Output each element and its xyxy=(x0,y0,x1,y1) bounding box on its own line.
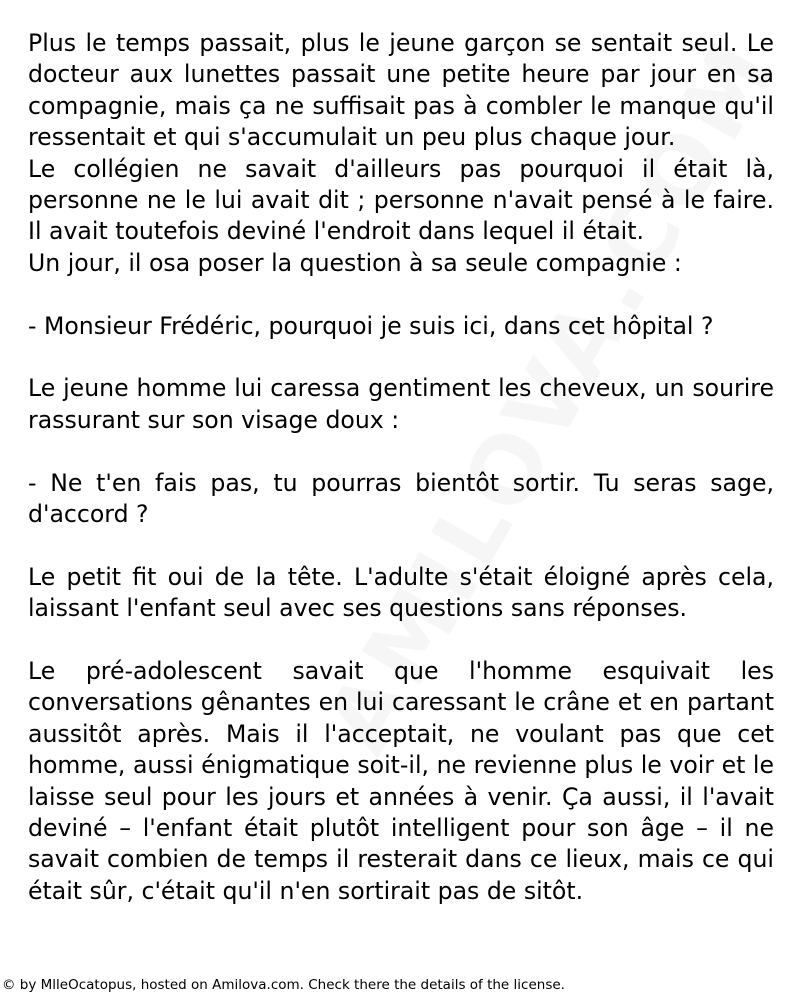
paragraph-5: Le petit fit oui de la tête. L'adulte s'était éloigné après cela, laissant l'enfant seul avec ses questions sans réponses. xyxy=(28,562,774,623)
paragraph-6: Le pré-adolescent savait que l'homme esquivait les conversations gênantes en lui caressant le crâne et en partant aussitôt après. Mais il l'acceptait, ne voulant pas que cet homme, aussi énigmatique soit-il, ne revienne plus le voir et le laisse seul pour les jours et années à venir. Ça aussi, il l'avait deviné – l'enfant était plutôt intelligent pour son âge – il ne savait combien de temps il resterait dans ce lieux, mais ce qui était sûr, c'était qu'il n'en sortirait pas de sitôt. xyxy=(28,657,774,905)
story-text xyxy=(28,28,774,907)
paragraph-2: Le collégien ne savait d'ailleurs pas pourquoi il était là, personne ne le lui avait dit ; personne n'avait pensé à le faire. Il avait toutefois deviné l'endroit dans lequel il était. xyxy=(28,154,774,246)
paragraph-4: Le jeune homme lui caressa gentiment les cheveux, un sourire rassurant sur son visage doux : xyxy=(28,374,774,434)
dialogue-2: - Ne t'en fais pas, tu pourras bientôt sortir. Tu seras sage, d'accord ? xyxy=(28,468,774,529)
paragraph-3: Un jour, il osa poser la question à sa seule compagnie : xyxy=(28,248,682,277)
paragraph-1: Plus le temps passait, plus le jeune garçon se sentait seul. Le docteur aux lunettes passait une petite heure par jour en sa compagnie, mais ça ne suffisait pas à combler le manque qu'il ressentait et qui s'accumulait un peu plus chaque jour. xyxy=(28,29,774,152)
dialogue-1: - Monsieur Frédéric, pourquoi je suis ici, dans cet hôpital ? xyxy=(28,311,714,340)
license-footer: © by MlleOcatopus, hosted on Amilova.com. Check there the details of the license. xyxy=(2,977,565,993)
